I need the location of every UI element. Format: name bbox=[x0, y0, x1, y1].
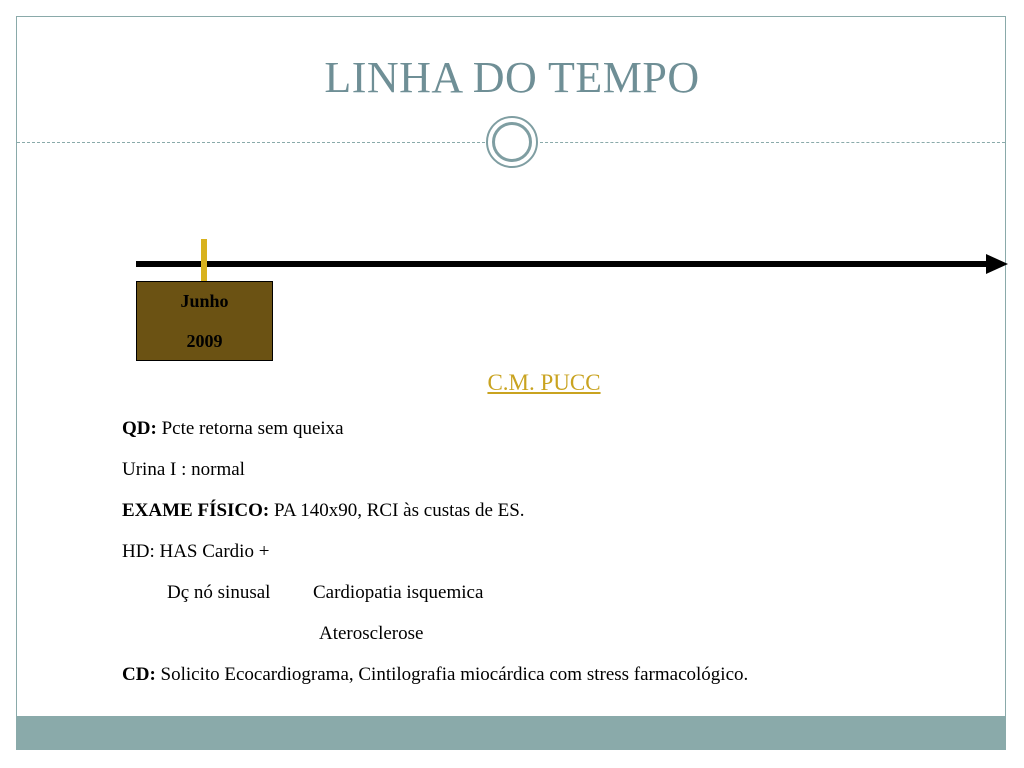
cardiopatia-line: Cardiopatia isquemica bbox=[313, 582, 484, 603]
timeline-axis bbox=[136, 261, 990, 267]
date-box bbox=[136, 281, 273, 361]
title-divider-left bbox=[17, 142, 485, 143]
aterosclerose-line: Aterosclerose bbox=[319, 623, 424, 644]
exame-label: EXAME FÍSICO: bbox=[122, 500, 270, 521]
exame-text: PA 140x90, RCI às custas de ES. bbox=[269, 500, 525, 521]
date-year: 2009 bbox=[186, 331, 223, 351]
slide-title: LINHA DO TEMPO bbox=[324, 53, 700, 102]
cd-line bbox=[122, 664, 748, 686]
circle-ornament-icon bbox=[486, 116, 538, 168]
dc-line: Dç nó sinusal bbox=[167, 582, 271, 603]
title-divider-right bbox=[540, 142, 1005, 143]
date-month: Junho bbox=[180, 291, 229, 311]
cd-text: Solicito Ecocardiograma, Cintilografia miocárdica com stress farmacológico. bbox=[155, 664, 749, 685]
timeline-arrow-icon bbox=[986, 254, 1008, 274]
qd-label: QD: bbox=[122, 418, 157, 439]
consult-place: C.M. PUCC bbox=[487, 370, 601, 395]
timeline-marker bbox=[201, 239, 207, 282]
urina-line: Urina I : normal bbox=[122, 459, 245, 480]
qd-line bbox=[122, 418, 344, 440]
bottom-band bbox=[17, 716, 1005, 749]
cd-label: CD: bbox=[122, 664, 156, 685]
hd-line: HD: HAS Cardio + bbox=[122, 541, 270, 562]
exame-line bbox=[122, 500, 525, 522]
circle-ornament-inner bbox=[492, 122, 532, 162]
qd-text: Pcte retorna sem queixa bbox=[156, 418, 344, 439]
